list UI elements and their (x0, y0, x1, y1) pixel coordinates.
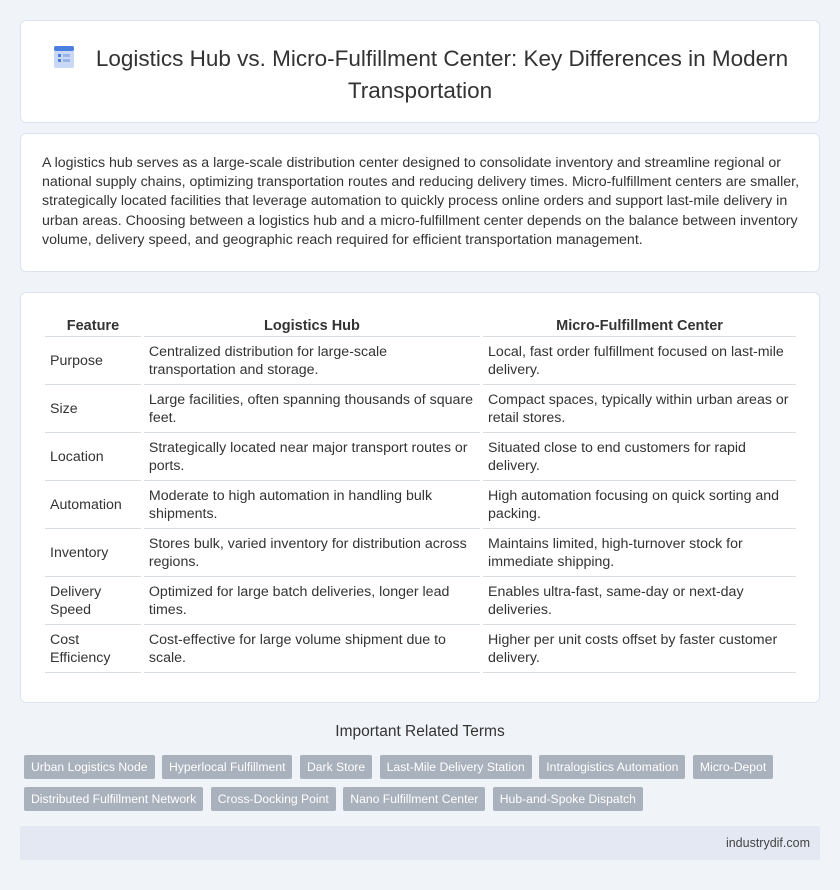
related-term-tag[interactable]: Micro-Depot (693, 755, 773, 779)
row-micro-fulfillment: High automation focusing on quick sorting and packing. (483, 481, 796, 529)
table-row (45, 337, 796, 385)
row-micro-fulfillment: Situated close to end customers for rapid delivery. (483, 433, 796, 481)
row-feature: Purpose (45, 337, 141, 385)
row-micro-fulfillment: Enables ultra-fast, same-day or next-day deliveries. (483, 577, 796, 625)
document-icon (52, 45, 76, 76)
table-row (45, 577, 796, 625)
intro-card (20, 133, 820, 272)
related-term-tag[interactable]: Hyperlocal Fulfillment (162, 755, 293, 779)
row-logistics-hub: Large facilities, often spanning thousands of square feet. (144, 385, 480, 433)
row-feature: Location (45, 433, 141, 481)
row-micro-fulfillment: Compact spaces, typically within urban areas or retail stores. (483, 385, 796, 433)
related-term-tag[interactable]: Intralogistics Automation (539, 755, 685, 779)
page-title-wrap (21, 44, 819, 105)
row-logistics-hub: Strategically located near major transport routes or ports. (144, 433, 480, 481)
table-row (45, 625, 796, 673)
table-header-row (45, 315, 796, 337)
header-feature: Feature (45, 315, 141, 337)
table-row (45, 433, 796, 481)
related-term-tag[interactable]: Nano Fulfillment Center (343, 787, 485, 811)
row-logistics-hub: Moderate to high automation in handling bulk shipments. (144, 481, 480, 529)
page-title: Logistics Hub vs. Micro-Fulfillment Center: Key Differences in Modern Transportation (95, 46, 789, 103)
related-term-tag[interactable]: Cross-Docking Point (211, 787, 336, 811)
related-terms-list (24, 755, 814, 819)
related-term-tag[interactable]: Urban Logistics Node (24, 755, 155, 779)
related-term-tag[interactable]: Last-Mile Delivery Station (380, 755, 532, 779)
row-feature: Inventory (45, 529, 141, 577)
row-micro-fulfillment: Maintains limited, high-turnover stock for immediate shipping. (483, 529, 796, 577)
intro-text: A logistics hub serves as a large-scale distribution center designed to consolidate inventory and streamline regional or national supply chains, optimizing transportation routes and reducing delivery times. Micro-fulfillment centers are smaller, strategically located facilities that leverage automation to quickly process online orders and support last-mile delivery in urban areas. Choosing between a logistics hub and a micro-fulfillment center depends on the balance between inventory volume, delivery speed, and geographic reach required for efficient transportation management. (42, 155, 800, 248)
row-feature: Delivery Speed (45, 577, 141, 625)
table-row (45, 385, 796, 433)
comparison-table (42, 315, 799, 673)
row-logistics-hub: Centralized distribution for large-scale transportation and storage. (144, 337, 480, 385)
table-row (45, 529, 796, 577)
row-micro-fulfillment: Higher per unit costs offset by faster customer delivery. (483, 625, 796, 673)
row-feature: Cost Efficiency (45, 625, 141, 673)
header-card (20, 20, 820, 123)
table-row (45, 481, 796, 529)
row-logistics-hub: Stores bulk, varied inventory for distribution across regions. (144, 529, 480, 577)
row-logistics-hub: Cost-effective for large volume shipment due to scale. (144, 625, 480, 673)
related-term-tag[interactable]: Dark Store (300, 755, 372, 779)
footer-site-link[interactable]: industrydif.com (725, 836, 810, 850)
related-terms-title: Important Related Terms (335, 723, 505, 740)
row-micro-fulfillment: Local, fast order fulfillment focused on last-mile delivery. (483, 337, 796, 385)
related-term-tag[interactable]: Hub-and-Spoke Dispatch (493, 787, 643, 811)
header-logistics-hub: Logistics Hub (144, 315, 480, 337)
header-micro-fulfillment: Micro-Fulfillment Center (483, 315, 796, 337)
row-logistics-hub: Optimized for large batch deliveries, longer lead times. (144, 577, 480, 625)
related-term-tag[interactable]: Distributed Fulfillment Network (24, 787, 203, 811)
footer (20, 826, 820, 860)
comparison-card (20, 292, 820, 703)
row-feature: Automation (45, 481, 141, 529)
row-feature: Size (45, 385, 141, 433)
